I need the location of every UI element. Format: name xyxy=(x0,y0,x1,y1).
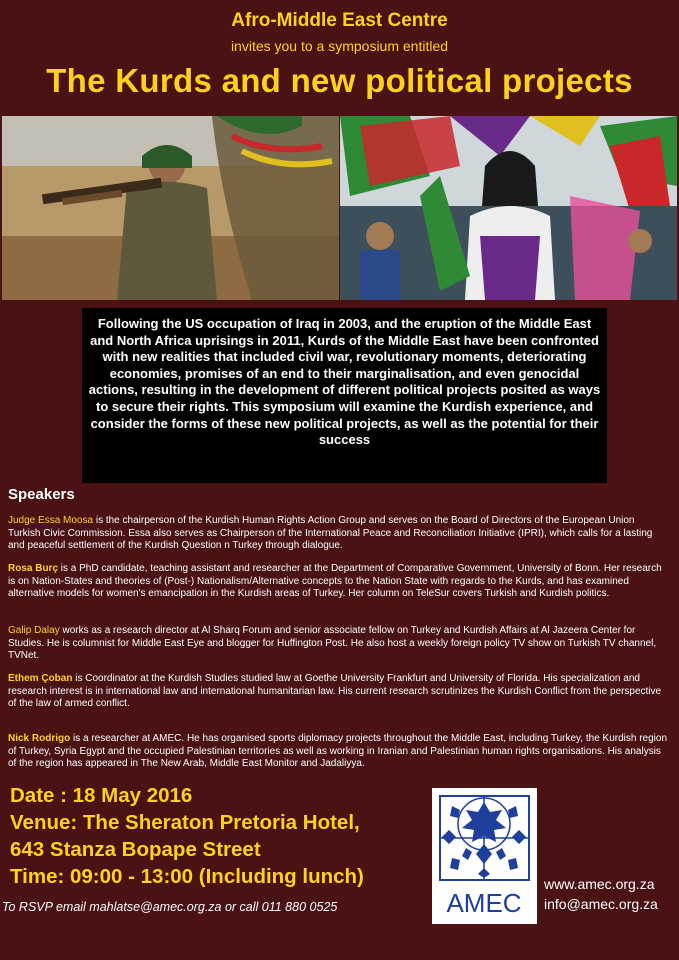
amec-logo xyxy=(432,788,537,924)
speaker-bio xyxy=(8,733,668,771)
event-street: 643 Stanza Bopape Street xyxy=(10,838,261,861)
photo-fighter xyxy=(2,116,339,300)
website-link[interactable]: www.amec.org.za xyxy=(544,876,655,892)
email-link[interactable]: info@amec.org.za xyxy=(544,896,658,912)
invite-line: invites you to a symposium entitled xyxy=(230,38,449,54)
speaker-description: is Coordinator at the Kurdish Studies studied law at Goethe University Frankfurt and University of Florida. His specialization and research interest is in international law and international humanitarian law. His current research scrutinizes the Kurdish Conflict from the perspective of the law of armed conflict. xyxy=(8,673,662,710)
event-date: Date : 18 May 2016 xyxy=(10,784,193,807)
speaker-description: is a researcher at AMEC. He has organised sports diplomacy projects throughout the Middle East, including Turkey, the Kurdish region of Turkey, Syria Egypt and the occupied Palestinian territories as well as working in Iranian and Palestinian human rights organisations. His analysis of the region has appeared in The New Arab, Middle East Monitor and Jadaliyya. xyxy=(8,733,668,770)
photo-rally-illustration xyxy=(340,116,677,300)
organization-name: Afro-Middle East Centre xyxy=(231,10,448,31)
symposium-title: The Kurds and new political projects xyxy=(46,62,633,99)
event-venue: Venue: The Sheraton Pretoria Hotel, xyxy=(10,811,360,834)
speakers-heading: Speakers xyxy=(8,486,75,503)
speaker-name: Rosa Burç xyxy=(8,563,59,574)
speaker-description: is a PhD candidate, teaching assistant and researcher at the Department of Comparative Government, University of Bonn. Her research is on Nation-States and theories of (Post-) Nationalism/Alternative concepts to the Nation State with regards to the Kurds, and has examined alternative models for women's emancipation in the Kurdish areas of Turkey. Her column on TeleSur covers Turkish and Kurdish politics. xyxy=(8,563,662,600)
amec-logo-pattern xyxy=(432,788,537,924)
intro-text: Following the US occupation of Iraq in 2003, and the eruption of the Middle East and North Africa uprisings in 2011, Kurds of the Middle East have been confronted with new realities that included civil war, revolutionary moments, deteriorating economies, promises of an end to their marginalisation, and even genocidal actions, resulting in the development of different political projects posited as ways to secure their rights. This symposium will examine the Kurdish experience, and consider the forms of these new political projects, as well as the potential for their success xyxy=(82,308,607,483)
speaker-name: Galip Dalay xyxy=(8,625,60,636)
speaker-bio xyxy=(8,625,668,663)
photo-rally xyxy=(340,116,677,300)
photo-fighter-illustration xyxy=(2,116,339,300)
speaker-name: Judge Essa Moosa xyxy=(8,515,94,526)
speaker-description: is the chairperson of the Kurdish Human Rights Action Group and serves on the Board of Directors of the European Union Turkish Civic Commission. Essa also serves as Chairperson of the International Peace and Reconciliation Initiative (IPRI), which calls for a lasting and peaceful settlement of the Kurdish Question n Turkey through dialogue. xyxy=(8,515,653,552)
amec-logo-text: AMEC xyxy=(446,888,522,918)
event-time: Time: 09:00 - 13:00 (Including lunch) xyxy=(10,865,364,888)
speaker-bio xyxy=(8,515,668,553)
speaker-bio xyxy=(8,673,668,711)
speaker-name: Nick Rodrigo xyxy=(8,733,71,744)
speaker-description: works as a research director at Al Sharq Forum and senior associate fellow on Turkey and Kurdish Affairs at Al Jazeera Center for Studies. He is columnist for Middle East Eye and blogger for Huffington Post. He also host a weekly foreign policy TV show on Turkish TV channel, TVNet. xyxy=(8,625,657,662)
rsvp-line: To RSVP email mahlatse@amec.org.za or call 011 880 0525 xyxy=(2,900,338,914)
speaker-name: Ethem Çoban xyxy=(8,673,73,684)
speaker-bio xyxy=(8,563,668,601)
